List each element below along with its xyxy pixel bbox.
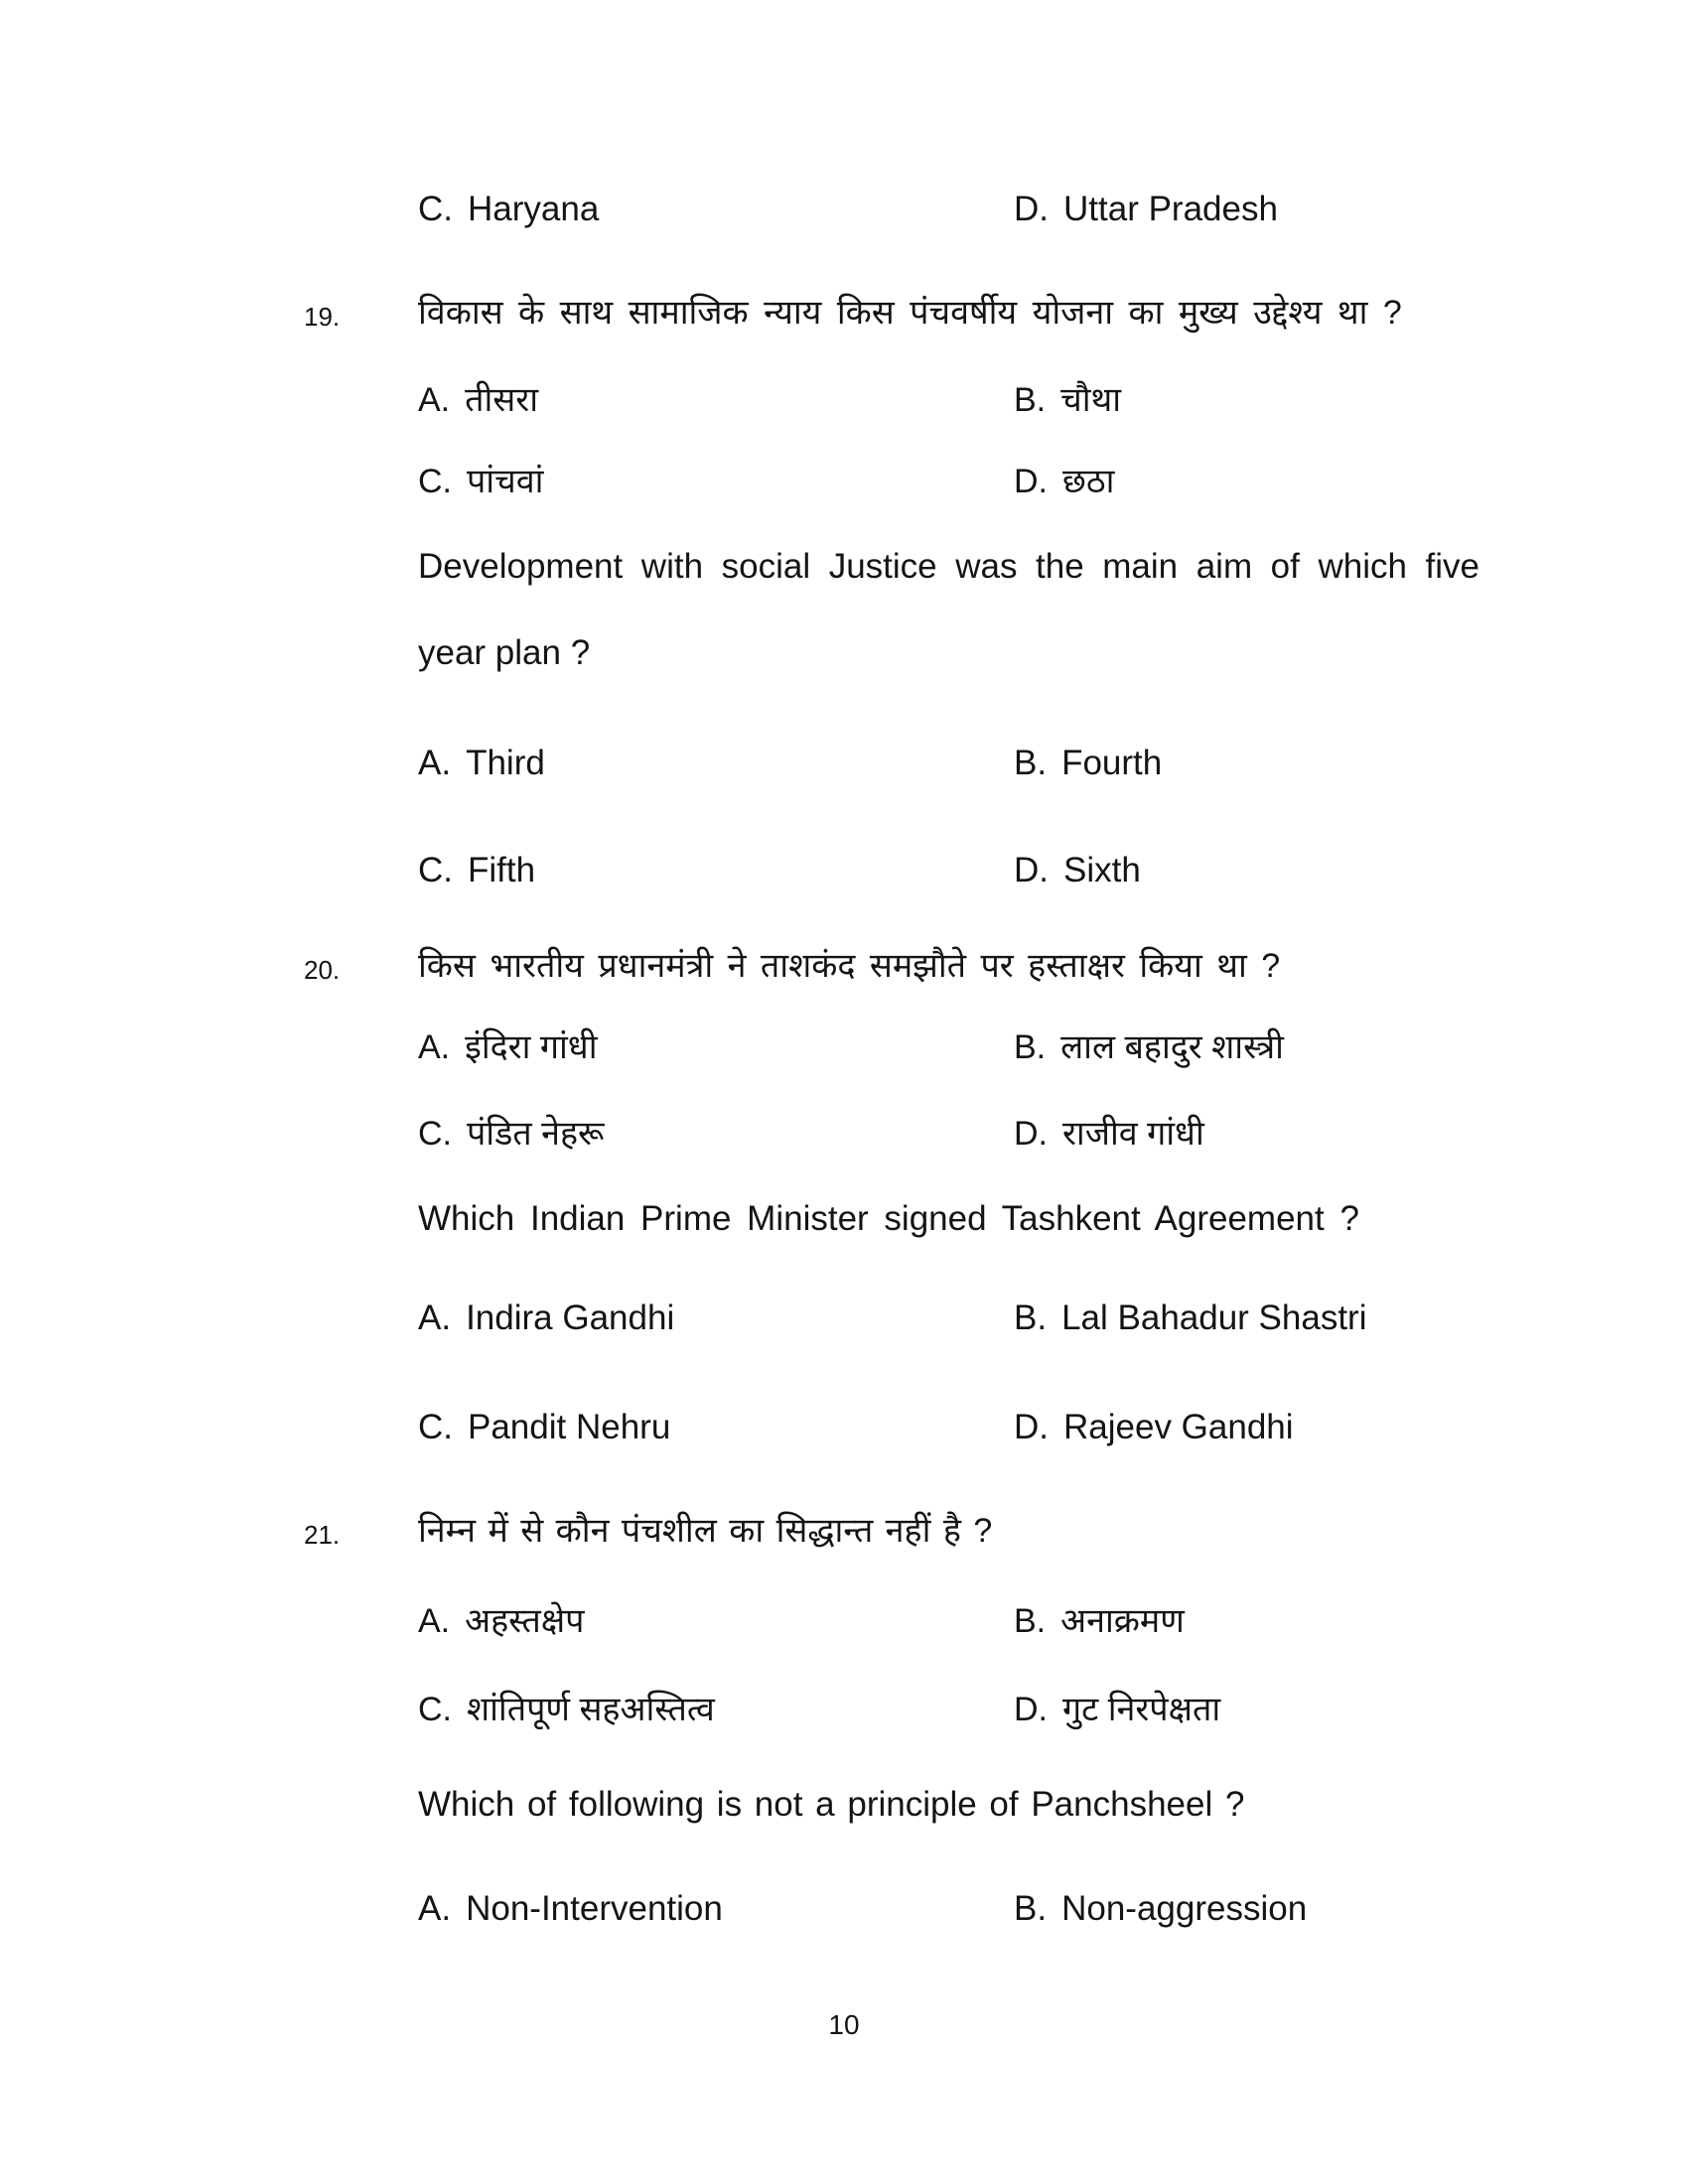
question-19-hindi-text: विकास के साथ सामाजिक न्याय किस पंचवर्षीय योजना का मुख्य उद्देश्य था ? xyxy=(418,294,1402,332)
q19-english-option-c xyxy=(418,853,535,887)
question-21-hindi-text: निम्न में से कौन पंचशील का सिद्धान्त नहीं है ? xyxy=(418,1512,993,1550)
option-text: Pandit Nehru xyxy=(468,1408,671,1446)
option-label: A. xyxy=(418,1602,451,1640)
option-label: B. xyxy=(1014,744,1048,782)
option-text: Sixth xyxy=(1063,851,1141,889)
option-text: Lal Bahadur Shastri xyxy=(1061,1298,1367,1337)
option-label: A. xyxy=(418,744,452,782)
option-label: A. xyxy=(418,1889,452,1928)
q21-english-option-b xyxy=(1014,1891,1307,1926)
option-label: C. xyxy=(418,851,453,889)
option-text: शांतिपूर्ण सहअस्तित्व xyxy=(467,1691,715,1728)
option-text: Indira Gandhi xyxy=(466,1298,675,1337)
option-text: Non-Intervention xyxy=(466,1889,723,1928)
question-21-english-text: Which of following is not a principle of Panchsheel ? xyxy=(418,1785,1245,1824)
option-text: Haryana xyxy=(468,190,600,228)
question-20-hindi-text: किस भारतीय प्रधानमंत्री ने ताशकंद समझौते पर हस्ताक्षर किया था ? xyxy=(418,947,1281,985)
question-20-english-text: Which Indian Prime Minister signed Tashkent Agreement ? xyxy=(418,1199,1359,1238)
option-label: B. xyxy=(1014,381,1047,419)
option-label: C. xyxy=(418,1408,453,1446)
q21-english-option-a xyxy=(418,1891,723,1926)
question-21-number: 21. xyxy=(304,1520,341,1550)
option-label: D. xyxy=(1014,1408,1049,1446)
q20-hindi-option-d xyxy=(1014,1117,1204,1151)
option-text: पंडित नेहरू xyxy=(467,1115,605,1153)
q20-english-option-d xyxy=(1014,1410,1294,1444)
option-label: A. xyxy=(418,1028,451,1066)
option-text: गुट निरपेक्षता xyxy=(1062,1691,1221,1728)
question-19-english-line2: year plan ? xyxy=(418,633,591,672)
option-label: B. xyxy=(1014,1602,1047,1640)
option-label: B. xyxy=(1014,1889,1048,1928)
option-text: अनाक्रमण xyxy=(1060,1602,1185,1640)
option-label: B. xyxy=(1014,1298,1048,1337)
option-label: C. xyxy=(418,463,452,500)
q20-english-option-c xyxy=(418,1410,670,1444)
option-text: Fourth xyxy=(1061,744,1163,782)
question-19-english-line1: Development with social Justice was the main aim of which five xyxy=(418,547,1479,586)
q19-hindi-option-d xyxy=(1014,465,1114,498)
option-text: Uttar Pradesh xyxy=(1063,190,1278,228)
option-label: D. xyxy=(1014,190,1049,228)
option-label: D. xyxy=(1014,851,1049,889)
option-text: इंदिरा गांधी xyxy=(465,1028,598,1066)
q21-hindi-option-d xyxy=(1014,1693,1220,1726)
q19-english-option-b xyxy=(1014,746,1162,780)
option-text: अहस्तक्षेप xyxy=(465,1602,585,1640)
option-text: Third xyxy=(466,744,545,782)
page-number: 10 xyxy=(828,2009,860,2040)
q21-hindi-option-c xyxy=(418,1693,715,1726)
q19-english-option-d xyxy=(1014,853,1141,887)
option-text: राजीव गांधी xyxy=(1062,1115,1204,1153)
option-text: तीसरा xyxy=(465,381,539,419)
q19-hindi-option-b xyxy=(1014,383,1121,417)
option-text: Non-aggression xyxy=(1061,1889,1308,1928)
question-19-number: 19. xyxy=(304,302,341,332)
option-text: चौथा xyxy=(1060,381,1122,419)
q20-hindi-option-b xyxy=(1014,1030,1284,1064)
prev-question-option-d xyxy=(1014,192,1278,226)
q19-hindi-option-c xyxy=(418,465,543,498)
option-label: A. xyxy=(418,381,451,419)
q19-hindi-option-a xyxy=(418,383,538,417)
q19-english-option-a xyxy=(418,746,545,780)
q20-hindi-option-a xyxy=(418,1030,598,1064)
option-text: Fifth xyxy=(468,851,536,889)
option-text: पांचवां xyxy=(467,463,544,500)
q20-english-option-b xyxy=(1014,1300,1367,1335)
option-label: D. xyxy=(1014,463,1048,500)
option-label: D. xyxy=(1014,1115,1048,1153)
option-label: C. xyxy=(418,1115,452,1153)
option-label: C. xyxy=(418,1691,452,1728)
q21-hindi-option-a xyxy=(418,1604,584,1638)
q20-hindi-option-c xyxy=(418,1117,604,1151)
option-label: B. xyxy=(1014,1028,1047,1066)
option-label: D. xyxy=(1014,1691,1048,1728)
q21-hindi-option-b xyxy=(1014,1604,1185,1638)
option-text: लाल बहादुर शास्त्री xyxy=(1060,1028,1284,1066)
question-20-number: 20. xyxy=(304,955,341,985)
prev-question-option-c xyxy=(418,192,599,226)
q20-english-option-a xyxy=(418,1300,674,1335)
option-label: C. xyxy=(418,190,453,228)
option-label: A. xyxy=(418,1298,452,1337)
option-text: Rajeev Gandhi xyxy=(1063,1408,1294,1446)
option-text: छठा xyxy=(1062,463,1115,500)
